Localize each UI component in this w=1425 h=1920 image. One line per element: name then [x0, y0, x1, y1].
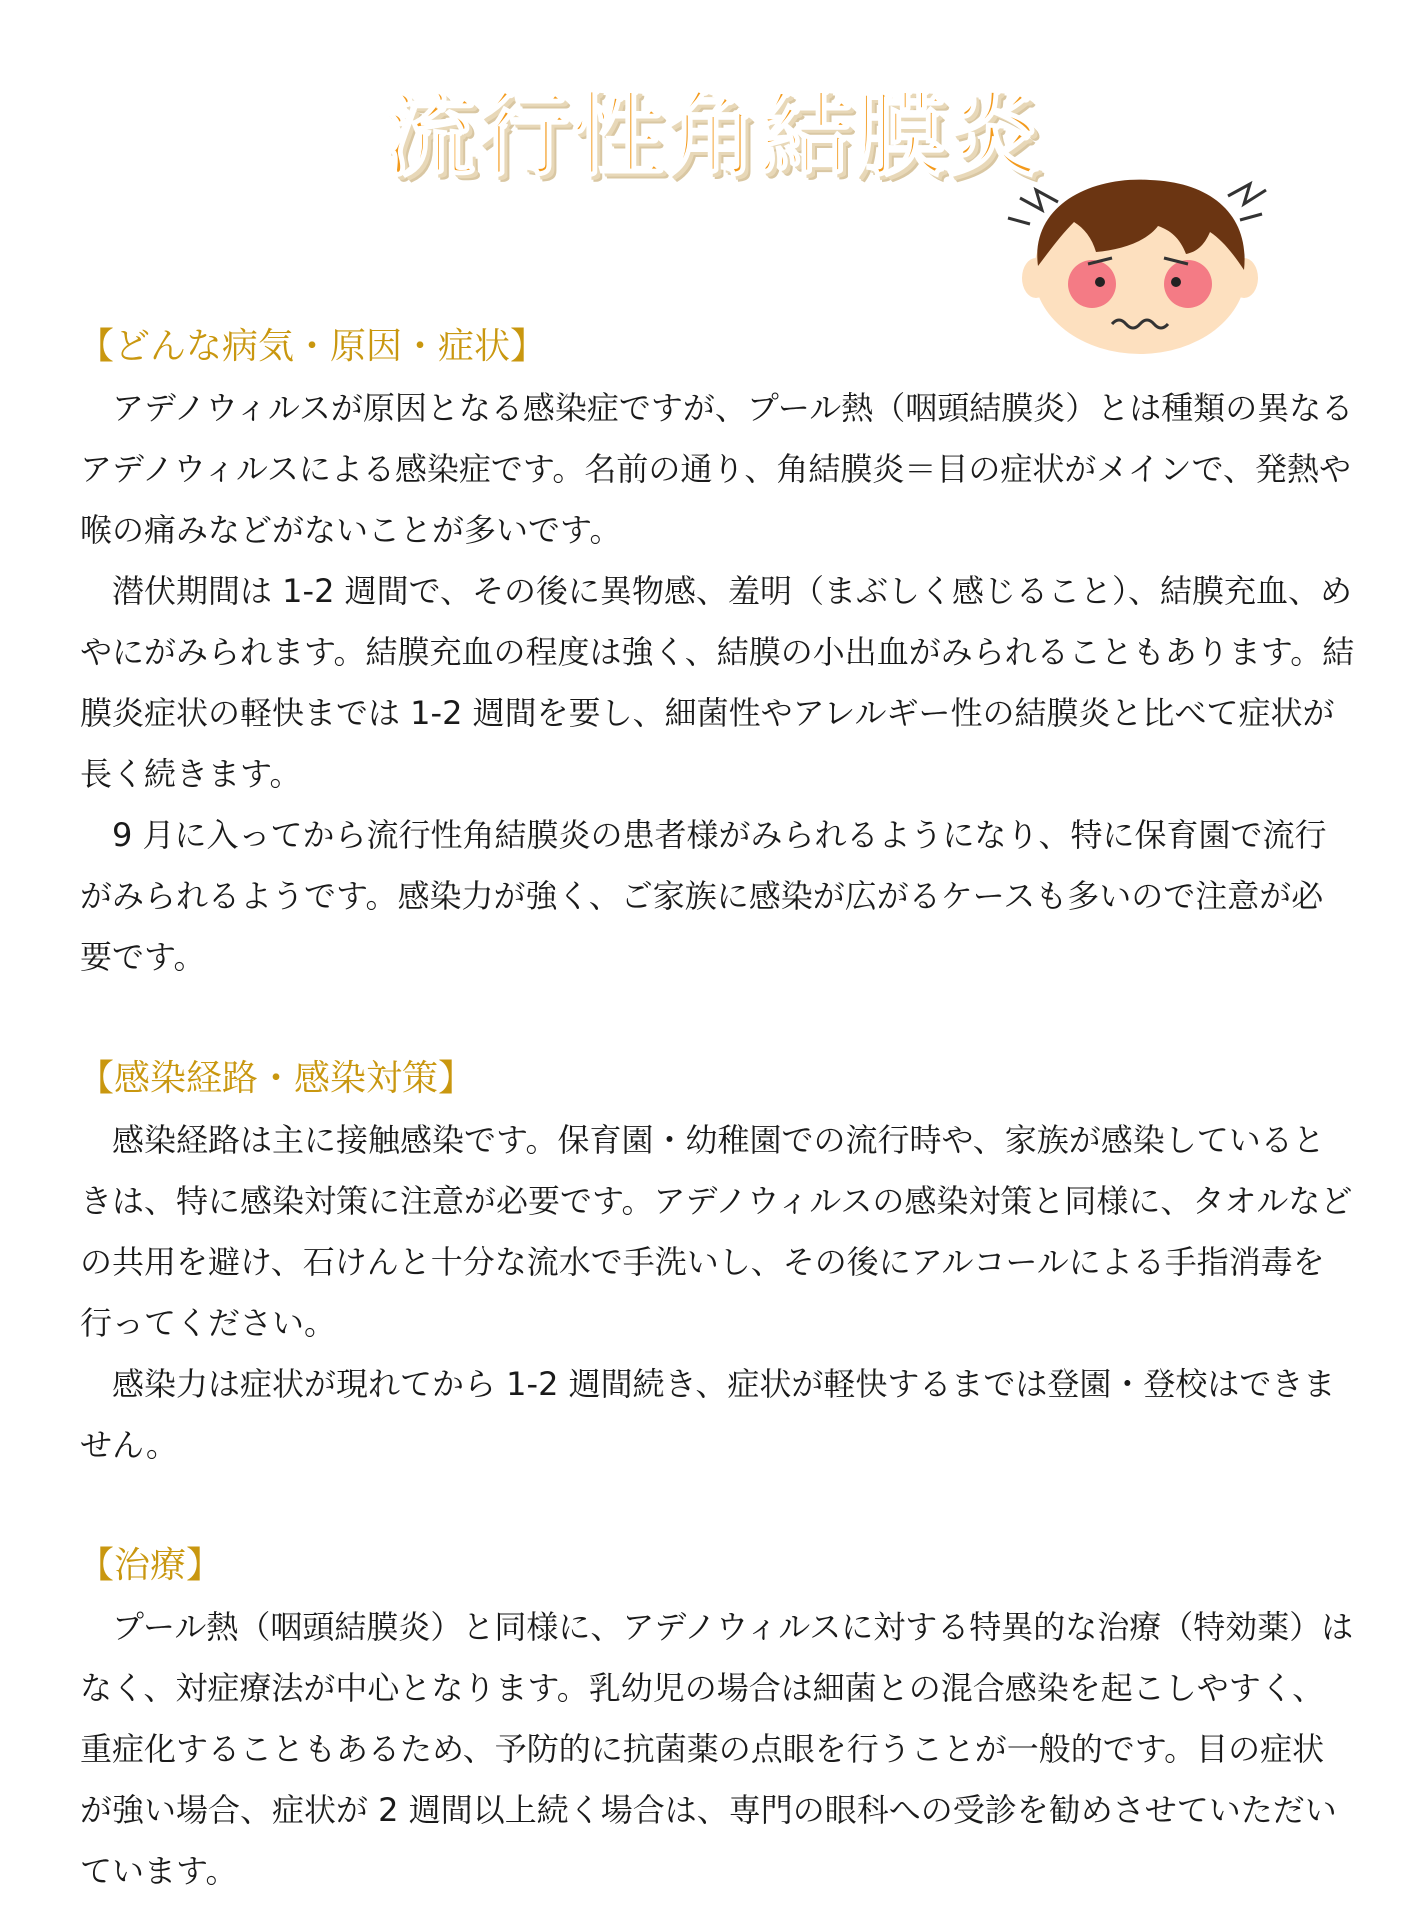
paragraph: 潜伏期間は 1-2 週間で、その後に異物感、羞明（まぶしく感じること）、結膜充血、めやにがみられます。結膜充血の程度は強く、結膜の小出血がみられることもあります。結膜炎症状の軽快までは 1-2 週間を要し、細菌性やアレルギー性の結膜炎と比べて症状が長く続きます。: [80, 572, 1355, 793]
stress-mark-right-icon: [1228, 184, 1266, 204]
paragraph: アデノウィルスが原因となる感染症ですが、プール熱（咽頭結膜炎）とは種類の異なるアデノウィルスによる感染症です。名前の通り、角結膜炎＝目の症状がメインで、発熱や喉の痛みなどがないことが多いです。: [80, 389, 1354, 549]
left-eye-icon: [1095, 277, 1105, 287]
paragraph: プール熱（咽頭結膜炎）と同様に、アデノウィルスに対する特異的な治療（特効薬）はなく、対症療法が中心となります。乳幼児の場合は細菌との混合感染を起こしやすく、重症化することもあるため、予防的に抗菌薬の点眼を行うことが一般的です。目の症状が強い場合、症状が 2 週間以上続く場合は、専門の眼科への受診を勧めさせていただいています。: [80, 1608, 1354, 1890]
right-eye-icon: [1171, 277, 1181, 287]
section-heading-disease: 【どんな病気・原因・症状】: [78, 326, 547, 367]
left-ear: [1022, 258, 1050, 298]
paragraph: 9 月に入ってから流行性角結膜炎の患者様がみられるようになり、特に保育園で流行がみられるようです。感染力が強く、ご家族に感染が広がるケースも多いので注意が必要です。: [80, 816, 1327, 976]
section-heading-infection-route: 【感染経路・感染対策】: [78, 1058, 475, 1099]
right-red-eye-patch: [1164, 260, 1212, 308]
section-heading-treatment: 【治療】: [78, 1545, 223, 1586]
page-title: 流行性角結膜炎: [383, 82, 1042, 189]
stress-line-left-icon: [1008, 218, 1030, 224]
stress-mark-left-icon: [1020, 190, 1058, 210]
sick-boy-face-icon: [1000, 166, 1290, 356]
paragraph: 感染経路は主に接触感染です。保育園・幼稚園での流行時や、家族が感染しているときは、特に感染対策に注意が必要です。アデノウィルスの感染対策と同様に、タオルなどの共用を避け、石けんと十分な流水で手洗いし、その後にアルコールによる手指消毒を行ってください。: [80, 1121, 1353, 1342]
stress-line-right-icon: [1240, 214, 1262, 220]
paragraph: 感染力は症状が現れてから 1-2 週間続き、症状が軽快するまでは登園・登校はできません。: [80, 1365, 1336, 1464]
left-red-eye-patch: [1068, 260, 1116, 308]
